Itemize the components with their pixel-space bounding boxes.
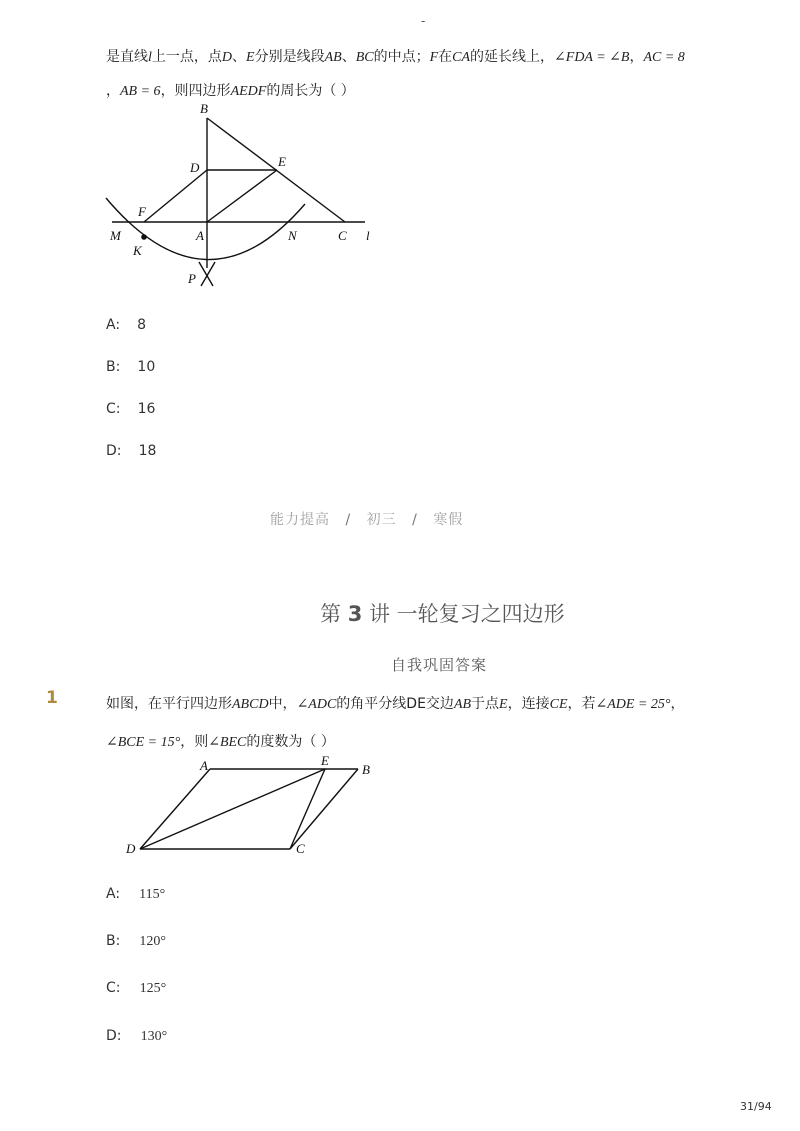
- option-letter: A:: [106, 886, 121, 902]
- section-title: 自我巩固答案: [391, 656, 488, 674]
- label-c: C: [296, 841, 305, 856]
- math-segment: CA: [452, 50, 471, 65]
- text-segment: 中，: [268, 696, 297, 712]
- label-b: B: [362, 762, 370, 777]
- label-a: A: [196, 228, 204, 243]
- label-m: M: [110, 228, 121, 243]
- option-letter: C:: [106, 980, 121, 996]
- option-value: 125°: [139, 981, 167, 996]
- text-segment: 是直线: [106, 49, 148, 65]
- text-segment: ，连接: [507, 696, 550, 712]
- text-segment: 、: [341, 49, 356, 65]
- option-value: 10: [137, 359, 156, 375]
- question-1-figure: [0, 750, 800, 860]
- text-segment: 的中点；: [373, 49, 430, 65]
- label-f: F: [138, 204, 146, 219]
- math-segment: F: [429, 50, 439, 65]
- math-segment: ∠ADE = 25°: [595, 697, 671, 712]
- segment-de: [140, 769, 325, 849]
- math-segment: l: [148, 50, 152, 65]
- text-segment: 的角平分线DE交边: [336, 696, 454, 712]
- lecture-number: 3: [347, 602, 363, 626]
- segment-ae: [207, 170, 277, 222]
- label-e: E: [278, 154, 286, 169]
- math-segment: ABCD: [232, 697, 269, 712]
- breadcrumb-separator: /: [412, 512, 418, 528]
- text-segment: ，若: [567, 696, 596, 712]
- math-segment: AB = 6: [120, 84, 161, 99]
- option-value: 18: [138, 443, 157, 459]
- label-c: C: [338, 228, 347, 243]
- label-b: B: [200, 101, 208, 116]
- q1-option-a[interactable]: [106, 883, 165, 903]
- segment-ad: [140, 769, 210, 849]
- lecture-title: [320, 598, 565, 628]
- breadcrumb-item: 能力提高: [270, 512, 330, 528]
- text-segment: 的周长为（ ）: [266, 83, 355, 99]
- label-e: E: [321, 753, 329, 768]
- question-1-line-2: [106, 731, 335, 751]
- math-segment: E: [499, 697, 508, 712]
- option-letter: B:: [106, 933, 121, 949]
- top-mark: -: [421, 14, 426, 28]
- option-letter: D:: [106, 443, 122, 459]
- math-segment: AC = 8: [643, 50, 685, 65]
- math-segment: AB: [324, 50, 342, 65]
- text-segment: ，则: [180, 734, 209, 750]
- arc-p-1: [199, 262, 213, 286]
- point-k: [141, 234, 147, 240]
- text-segment: ，: [106, 83, 120, 99]
- text-segment: ，则四边形: [160, 83, 231, 99]
- text-segment: 在: [438, 49, 453, 65]
- option-value: 130°: [140, 1029, 168, 1044]
- text-segment: 如图，在平行四边形: [106, 696, 232, 712]
- arc-p-2: [201, 262, 215, 286]
- segment-ec: [290, 769, 325, 849]
- math-segment: ∠BCE = 15°: [106, 735, 181, 750]
- math-segment: E: [246, 50, 255, 65]
- prev-option-b[interactable]: [106, 356, 155, 375]
- option-value: 120°: [139, 934, 167, 949]
- text-segment: 上一点，点: [151, 49, 222, 65]
- lecture-prefix: 第: [320, 602, 341, 626]
- math-segment: AEDF: [230, 84, 267, 99]
- text-segment: 、: [232, 49, 247, 65]
- breadcrumb-item: 初三: [366, 512, 397, 528]
- segment-cb: [290, 769, 358, 849]
- text-segment: 的延长线上，: [470, 49, 555, 65]
- math-segment: AB: [453, 697, 472, 712]
- label-n: N: [288, 228, 297, 243]
- option-value: 16: [137, 401, 156, 417]
- page-number: 31/94: [740, 1100, 772, 1113]
- question-number: 1: [46, 688, 58, 708]
- q1-option-c[interactable]: [106, 977, 166, 997]
- segment-df: [144, 170, 207, 222]
- option-letter: D:: [106, 1028, 122, 1044]
- option-letter: A:: [106, 317, 121, 333]
- q1-option-d[interactable]: [106, 1025, 167, 1045]
- option-letter: C:: [106, 401, 121, 417]
- breadcrumb: [270, 509, 463, 529]
- lecture-suffix: 讲 一轮复习之四边形: [369, 602, 565, 626]
- label-d: D: [190, 160, 200, 175]
- text-segment: 的度数为（ ）: [246, 734, 335, 750]
- option-value: 8: [137, 317, 147, 333]
- option-value: 115°: [139, 887, 166, 902]
- text-segment: 分别是线段: [254, 49, 325, 65]
- option-letter: B:: [106, 359, 121, 375]
- math-segment: ∠ADC: [296, 697, 337, 712]
- prev-option-c[interactable]: [106, 398, 155, 417]
- prev-question-figure: [0, 0, 800, 300]
- breadcrumb-separator: /: [345, 512, 352, 528]
- label-a: A: [200, 758, 208, 773]
- label-p: P: [188, 271, 196, 286]
- label-l: l: [366, 228, 370, 243]
- prev-option-a[interactable]: [106, 314, 146, 333]
- math-segment: CE: [549, 697, 568, 712]
- question-1-line-1: [106, 693, 685, 713]
- math-segment: BC: [355, 50, 374, 65]
- math-segment: ∠BEC: [208, 735, 247, 750]
- breadcrumb-item: 寒假: [433, 512, 464, 528]
- prev-option-d[interactable]: [106, 440, 156, 459]
- text-segment: ，: [670, 696, 685, 712]
- q1-option-b[interactable]: [106, 930, 166, 950]
- math-segment: ∠FDA = ∠B: [554, 50, 630, 65]
- text-segment: 于点: [471, 696, 500, 712]
- label-k: K: [133, 243, 142, 258]
- math-segment: D: [221, 50, 233, 65]
- text-segment: ，: [629, 49, 644, 65]
- label-d: D: [126, 841, 136, 856]
